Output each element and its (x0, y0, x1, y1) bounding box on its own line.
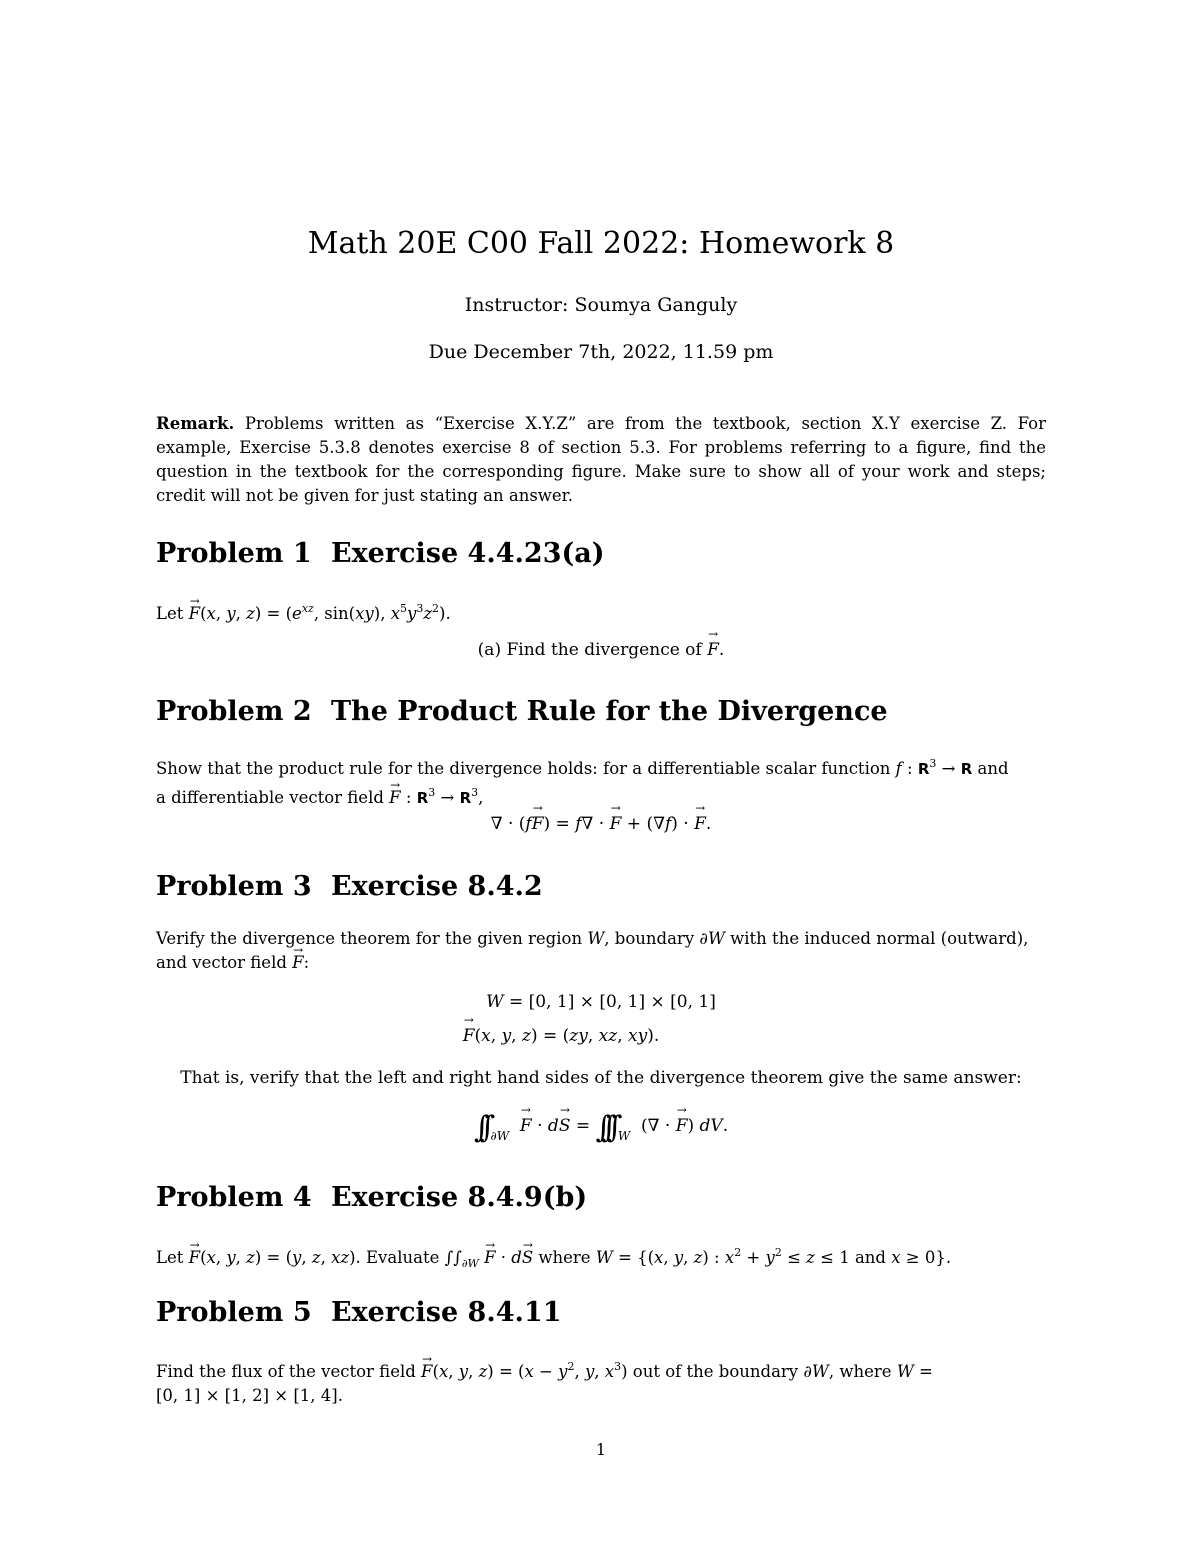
problem-2-heading (156, 696, 1046, 727)
problem-1-heading (156, 538, 1046, 569)
remark-label: Remark. (156, 414, 235, 433)
problem-5-heading (156, 1297, 1046, 1328)
problem-4-number: Problem 4 (156, 1182, 312, 1213)
problem-1-part-a: (a) Find the divergence of → F. (156, 640, 1046, 660)
problem-4-title: Exercise 8.4.9(b) (331, 1182, 588, 1213)
vector-F: → F (189, 602, 200, 626)
problem-3-number: Problem 3 (156, 871, 312, 902)
problem-4-heading (156, 1182, 1046, 1213)
remark-text: Problems written as “Exercise X.Y.Z” are from the textbook, section X.Y exercise Z. For example, Exercise 5.3.8 denotes exercise 8 of section 5.3. For problems referring to a figure, find the question in the textbook for the corresponding figure. Make sure to show all of your work and steps; credit will not be given for just stating an answer. (156, 414, 1046, 505)
problem-3-title: Exercise 8.4.2 (331, 871, 543, 902)
problem-2-number: Problem 2 (156, 696, 312, 727)
problem-5-statement: Find the flux of the vector field → F(x, y, $z) = (x - y^2$, y, $x^3$) out of the boundary ∂W, where W = [0, 1] × [1, 2] × [1, 4]. (156, 1355, 1046, 1408)
instructor-line: Instructor: Soumya Ganguly (464, 294, 738, 316)
problem-1-title: Exercise 4.4.23(a) (331, 538, 605, 569)
problem-3-heading (156, 871, 1046, 902)
page-title: Math 20E C00 Fall 2022: Homework 8 (307, 226, 895, 261)
product-rule-equation: ∇ · (f→ F) = f∇ · → F + (∇f) · → F. (156, 814, 1046, 834)
divergence-theorem-equation: ∫∫ $_{\partial W}$ → F · d→ S = ∫∫∫ $_W$ (∇ · → F) dV. (156, 1110, 1046, 1145)
problem-3-verify-text: That is, verify that the left and right hand sides of the divergence theorem give the same answer: (180, 1068, 1022, 1088)
problem-3-statement: Verify the divergence theorem for the given region W, boundary ∂W with the induced normal (outward), and vector field → F: (156, 927, 1046, 975)
problem-2-title: The Product Rule for the Divergence (331, 696, 888, 727)
problem-4-statement: Let → F(x, y, z) = (y, z, xz). Evaluate $\int\int_{\partial W} \to F \cdot d\to S$ where W = {(x, y, z) : $x^2 + y^2 \le z \le 1$ and x ≥ 0}. (156, 1241, 1046, 1276)
remark-paragraph (156, 412, 1046, 508)
problem-2-statement: Show that the product rule for the divergence holds: for a differentiable scalar function f : $R^3 \to R$ and a differentiable vector field → F : $R^3 \to R^3$, (156, 752, 1046, 810)
due-date: Due December 7th, 2022, 11.59 pm (428, 341, 774, 363)
problem-5-title: Exercise 8.4.11 (331, 1297, 562, 1328)
field-F-equation: → F(x, y, z) = (zy, xz, xy). (116, 1026, 1006, 1046)
problem-1-number: Problem 1 (156, 538, 312, 569)
problem-5-number: Problem 5 (156, 1297, 312, 1328)
page-number: 1 (595, 1440, 607, 1459)
problem-1-statement: Let → F(x, y, $z) = (e^{xz}$, sin(xy), $x^5y^3z^2$). (156, 597, 1046, 626)
region-W-equation: W = [0, 1] × [0, 1] × [0, 1] (486, 992, 716, 1012)
